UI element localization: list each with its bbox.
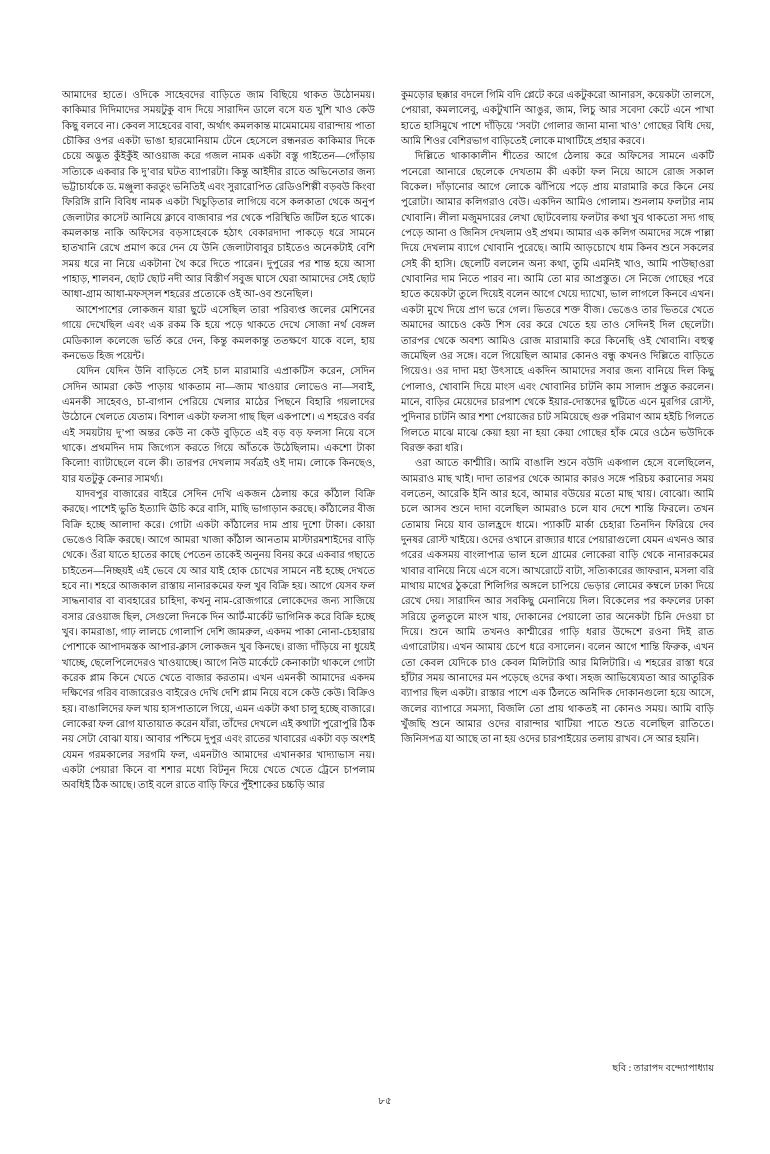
right-column	[401, 88, 714, 1048]
left-column	[62, 88, 375, 1048]
paragraph: ওরা আতে কাশ্মীরি। আমি বাঙালি শুনে বউদি একগাল হেসে বলেছিলেন, আমরাও মাছ খাই। দাদা তারপর থেকে আমার কারও সঙ্গে পরিচয় করানোর সময় বলতেন, আরেকি ইনি আর হবে, আমার বউয়ের মতো মাছ খায়। বোঝো। আমি চলে আসব শুনে দাদা বলেছিল আমরাও চলে যাব দেশে শান্তি ফিরলে। তখন তোমায় নিয়ে যাব ডালহ্রদে ধামে। প্যাকটি মার্কা চেহারা তিনদিন ফিরিয়ে দেব দুনষর রোস্ট খাইয়ে। ওদের ওখানে রাজ্যার ধারে পেয়ারাগুলো যেমন এখনও আর গরের একসময় বাংলাপাত্র ভাল হলে গ্রামের লোকেরা বাড়ি থেকে নানারকমের খাবার বানিয়ে নিয়ে এসে বসে। আখরোটে বাটা, সত্যিকারের জাফরান, মসলা বরি মাথায় মাথের ঠুকরো শিলিগির অঙ্গলে চাপিয়ে ভেড়ার লোমের কম্বলে ঢাকা দিয়ে রেখে দেয়। সারাদিন আর সবকিছু মেনানিয়ে দিল। বিকেলের পর কফলের ঢাকা সরিয়ে তুলতুলে মাংস খায়, দোকানের পেয়ালো তার অনেকটা চিনি দেওয়া চা দিয়ে। শুনে আমি তখনও কাশ্মীরের গাড়ি ধরার উদ্দেশে রওনা দিই রাত এগারোটায়। এখন আমায় চেপে ধরে বসালেন। বলেন আগে শান্তি ফিরুক, এখন তো কেবল যেদিকে চাও কেবল মিলিটারি আর মিলিটারি। এ শহরের রাস্তা ধরে হাঁটার সময় আনাদের মন পড়েছে ওদের কথা। সহজ আভিষ্যেযতা আর আতুরিক ব্যাপার ছিল একটা। রাস্তার পাশে এক ঠিলতে অনিদিক দোকানগুলো হয়ে আসে, জলের ব্যাপারে সমস্যা, বিজলি তো প্রায় থাকতই না কোনও সময়। আমি বাড়ি খুঁজছি শুনে আমার ওদের বারান্দার খাটিয়া পাতে শুতে বলেছিল রাতিতে। জিনিসপত্র যা আছে তা না হয় ওদের চারপাইয়ের তলায় রাখব। সে আর হয়নি।	[401, 458, 714, 746]
page-number: ৮৫	[378, 1096, 392, 1107]
paragraph: যেদিন যেদিন উনি বাড়িতে সেই চাল মারামারি এপ্রাকটিস করেন, সেদিন সেদিন আমরা কেউ পাড়ায় থাকতাম না—জাম খাওয়ার লোভেও না—সবাই, এমনকী সাহেবও, চা-বাগান পেরিয়ে খেলার মাঠের পিছনে বিহারি গয়লাদের উঠোনে খেলতে যেতাম। বিশাল একটা ফলসা গাছ ছিল একপাশে। এ শহরেও বর্বর এই সময়টায় দু’পা অন্তর কেউ না কেউ বুড়িতে এই বড় বড় ফলসা নিয়ে বসে থাকে। প্রথমদিন দাম জিগ্যেস করতে গিয়ে আঁতকে উঠেছিলাম। একশো টাকা কিলো! ব্যাটাছেলে বলে কী। তারপর দেখলাম সর্বত্রই ওই দাম। লোকে কিনছেও, যার যতটুকু কেনার সামর্থ্য।	[62, 366, 375, 485]
paragraph: দিল্লিতে থাকাকালীন শীতের আগে ঠেলায় করে অফিসের সামনে একটি পনেরো আনারে ছেলেকে দেখতাম কী একটা ফল নিয়ে আসে রোজ সকাল বিকেল। দাঁড়ানোর আগে লোকে ঝাঁপিয়ে পড়ে প্রায় মারামারি করে কিনে নেয় পুরোটা। আমার কলিগরাও বেউ। একদিন আমিও গোলাম। শুনলাম ফলটার নাম খোবানি। লীলা মজুমদারের লেখা ছোটবেলায় ফলটার কথা খুব থাকতো সদ্য গাছ পেড়ে আনা ও জিনিস দেখলাম ওই প্রথম। আমার এক কলিগ অমাদের সঙ্গে পাল্লা দিয়ে দেখলাম ব্যাগে খোবানি পুরেছে। আমি আড়চোখে ধাম কিনব শুনে সকলের সেই কী হাসি। ছেলেটি বললেন অন্য কথা, তুমি এমনিই খাও, আমি পাউছাওরা খোবানির দাম নিতে পারব না। আমি তো মার আপ্রস্তুত। সে নিজে গোছের পরে হাতে কয়েকটা তুলে দিয়েই বলেন আগে খেয়ে দ্যাখো, ভাল লাগলে কিনবে এখন। একটা মুখে দিয়ে প্রাণ ভরে গেল। ভিতরে শক্ত বীজ। ভেঙেও তার ভিতরে খেতে অমাদের আচেও কেউ শিস বের করে খেতে হয় তাও সেদিনই দিল ছেলেটা। তারপর থেকে অবশ্য আমিও রোজ মারামারি করে কিনেছি ওই খোবানি। বহুত্ব জমেছিল ওর সঙ্গে। বলে গিয়েছিল আমার কোনও বন্ধু কখনও দিল্লিতে বাড়িতে গিয়েও। ওর দাদা মহা উৎসাহে একদিন আমাদের সবার জন্য বানিয়ে দিল কিছু পোলাও, খোবানি দিয়ে মাংস এবং খোবানির চাটনি কাম সালাদ প্রস্তুত করলেন। মানে, বাড়ির মেয়েদের চারপাশ থেকে ইয়ার-দোস্তদের ছুটিতে এনে মুরগির রোস্ট, পুদিনার চাটনি আর শশা পেয়াজের চাট সমিয়েছে গুরু পরিমাণ আম হইচি গিলতে গিলতে মাঝে মাঝে কেয়া হয়া না হয়া কেয়া গোছের হাঁক মেরে ওঠেন ভউদিকে বিরক্ত করা ধরি।	[401, 151, 714, 454]
paragraph: আশেপাশের লোকজন যারা ছুটে এসেছিল তারা পরিব্যপ্ত জলের মেশিনের গায়ে দেখেছিল এবং এক রকম কি হয়ে পড়ে থাকতে দেখে সোজা নর্থ বেঙ্গল মেডিক্যাল কলেজে ভর্তি করে দেন, কিন্তু কমলকান্তু ততক্ষণে যাকে বলে, হায় কনভেড হিজ পয়েন্ট।	[62, 304, 375, 362]
paragraph: যাদবপুর বাজারের বাইরে সেদিন দেখি একজন ঠেলায় করে কাঁঠাল বিক্রি করছে। পাশেই ভুতি ইত্যাদি ঊচি করে বাসি, মাছি ভাগাড়ান করছে। কাঁঠালের বীজ বিক্রি হচ্ছে আলাদা করে। গোটা একটা কাঁঠালের দাম প্রায় দুশো টাকা। কোয়া ভেঙেও বিক্রি করছে। আগে আমরা খাজা কাঁঠাল আনতাম মাস্টারমশাইদের বাড়ি থেকে। ওঁরা যাতে হাতের কাছে পেতেন তাকেই অনুনয় বিনয় করে একবার গছাতে চাইতেন—নিচ্ছয়ই এই ভেবে যে আর যাই হোক চোখের সামনে নষ্ট হচ্ছে দেখতে হবে না। শহরে আজকাল রাস্তায় নানারকমের ফল খুব বিক্রি হয়। আগে যেসব ফল সাদ্ধনাবার বা ব্যবহারের চাহিদা, কখনু নাম-রোজগারে লোকেদের জন্য সাজিয়ে বসার রেওয়াজ ছিল, সেগুলো দিনকে দিন আর্ট-মার্কেট ভাগিনিক করে বিক্রি হচ্ছে খুব। কামরাঙা, গাঢ় লালচে গোলাপি দেশি জামরুল, একদম পাকা নোনা-চেহারায় পোশাকে আপাদমস্তক আপার-ক্লাস লোকজন খুব কিনছে। রাজ্য দাঁড়িয়ে না ধুয়েই খাচ্ছে, ছেলেপিলেদেরও খাওয়াচ্ছে। আগে নিউ মার্কেটে কেনাকাটা থাকলে গোটা করেক প্লাম কিনে খেতে খেতে বাজার করতাম। এখন এমনকী আমাদের একদম দক্ষিণের গরিব বাজারেরও বাইরেও দেখি দেশি প্লাম নিয়ে বসে কেউ কেউ। বিক্রিও হয়। বাঙালিদের ফল খায় হাসপাতালে গিয়ে, এমন একটা কথা চালু হচ্ছে বাজারে। লোকেরা ফল রোগ যাতায়াত করেন যাঁরা, তাঁদের দেখলে এই কথাটা পুরোপুরি ঠিক নয় সেটা বোঝা যায়। আবার পশ্চিমে দুপুর এবং রাতের খাবারের একটা বড় অংশই যেমন গরমকালের সরগমি ফল, এমনটাও আমাদের এখানকার খাদ্যাভাস নয়। একটা পেয়ারা কিনে বা শশার মধ্যে বিটনুন দিয়ে খেতে খেতে ট্রেনে চাপলাম অবধিই ঠিক আছে। তাই বলে রাতে বাড়ি ফিরে পুঁইশাকের চচ্চড়ি আর	[62, 488, 375, 792]
two-column-body	[62, 88, 714, 1048]
paragraph: আমাদের হাতে। ওদিকে সাহেবদের বাড়িতে জাম বিছিয়ে থাকত উঠোনময়। কাকিমার দিদিমাদের সময়টুকু বাদ দিয়ে সারাদিন ডালে বসে যত খুশি খাও কেউ কিছু বলবে না। কেবল সাহেবের বাবা, অর্থাৎ কমলকান্ত মামেমামেয় বারান্দায় পাতা চৌকির ওপর একটা ভাঙা হারমোনিয়াম টেনে হেসেলে রন্ধনরত কাকিমার দিকে চেয়ে অদ্ভুত কুঁইকুঁই আওয়াজ করে গজল নামক একটা বস্তু গাইতেন—গোঁড়ায় সত্যিকে একবার কি দু’বার ঘটত ব্যাপারটা। কিন্তু আইদীর রাতে অভিনেতার জন্য ভট্টাচার্যকে ড. মঞ্জুলা করতুং ভনিতিই এবং সুরারোপিত রেডিওশিল্পী বড়বউ কিংবা ফিরিঙ্গি রানি বিবিধ নামক একটা খিচুড়িতার লাগিয়ে বসে কলকাতা থেকে অনুপ জেলাটার কাসেট আনিয়ে ক্লাবে বাজাবার পর থেকে পরিস্থিতি জটিল হতে থাকে। কমলকান্ত নাকি অফিসের বড়সাহেবকে হঠাৎ বেকারদাদা পাকড়ে ধরে সামনে হাতখানি রেখে প্রমাণ করে দেন যে উনি জেলাটাবাবুর চাইতেও অনেকটাই বেশি সময় ধরে না নিয়ে একটানা থৈ করে দিতে পারেন। দুপুরের পর শান্ত হয়ে আসা পাহাড়, শালবন, ছোট ছোট নদী আর বিস্তীর্ণ সবুজ ঘাসে ঘেরা আমাদের সেই ছোট আধা-গ্রাম আধা-মফস্সল শহরের প্রত্যেকে ওই আ-ওব শুনেছিল।	[62, 90, 375, 301]
paragraph: কুমড়োর ছক্কার বদলে গিমি বদি প্লেটে করে একটুকরো আনারস, কয়েকটা তালসে, পেয়ারা, কমলালেবু, একটুখানি আঙুর, জাম, লিচু আর সবেদা কেটে এনে পাখা হাতে হাসিমুখে পাশে দাঁড়িয়ে ‘সবটা গোলার জানা মানা খাও’ গোছের বিধি দেয়, আমি শিওর বেশিরভাগ বাড়িতেই লোকে মাথাটিহে প্রহার করবে।	[401, 90, 714, 148]
photo-credit: ছবি : তারাপদ বন্দ্যোপাধ্যায়	[612, 1063, 714, 1074]
